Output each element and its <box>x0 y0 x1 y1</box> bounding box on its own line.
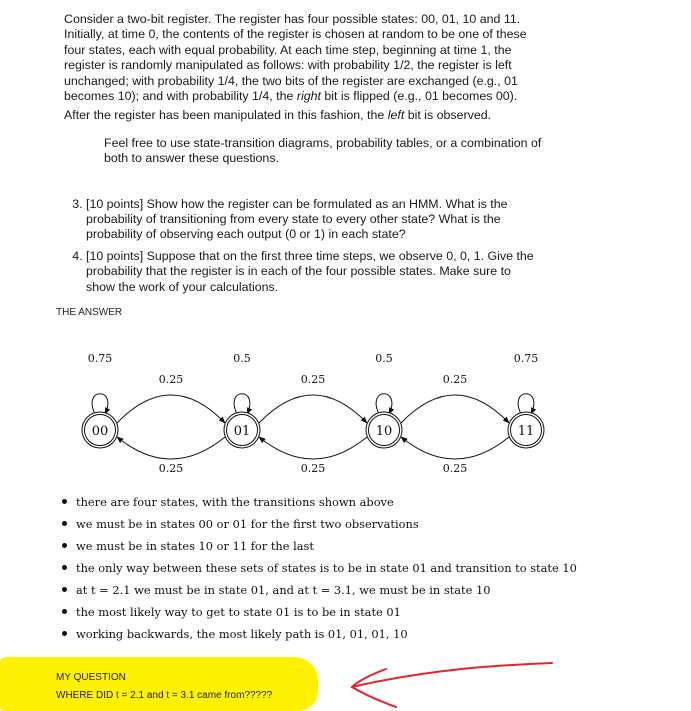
red-arrow-icon <box>340 655 560 711</box>
problem-statement <box>64 12 624 301</box>
self-loop-prob-00: 0.75 <box>87 352 113 365</box>
intro-line: four states, each with equal probability. At each time step, beginning at time 1, the <box>64 42 512 57</box>
arc-00-01 <box>117 395 225 423</box>
arc-prob-00-01: 0.25 <box>158 373 184 386</box>
arc-prob-01-10: 0.25 <box>300 373 326 386</box>
question-line: show the work of your calculations. <box>86 279 279 294</box>
emphasis-right: right <box>296 89 321 104</box>
self-loop-10 <box>376 394 392 414</box>
arc-prob-10-01: 0.25 <box>300 462 326 475</box>
question-line: [10 points] Suppose that on the first three time steps, we observe 0, 0, 1. Give the <box>86 248 534 263</box>
intro-line: Consider a two-bit register. The register has four possible states: 00, 01, 10 and 11. <box>64 12 521 26</box>
state-label-11: 11 <box>517 424 535 439</box>
state-transition-diagram <box>70 343 570 483</box>
intro-line: bit is flipped (e.g., 01 becomes 00). <box>324 89 518 104</box>
bullet-item: there are four states, with the transitions shown above <box>62 492 662 514</box>
question-item <box>86 197 624 243</box>
self-loop-prob-10: 0.5 <box>375 352 393 365</box>
my-question <box>56 669 272 705</box>
self-loop-11 <box>518 394 534 414</box>
question-list <box>64 197 624 295</box>
state-label-10: 10 <box>375 424 393 439</box>
emphasis-left: left <box>387 108 405 123</box>
observe-text: bit is observed. <box>407 108 492 123</box>
self-loop-00 <box>92 394 108 414</box>
arc-prob-11-10: 0.25 <box>442 462 468 475</box>
bullet-item: we must be in states 10 or 11 for the last <box>62 536 662 558</box>
self-loop-01 <box>234 394 250 414</box>
arc-01-10 <box>259 395 367 423</box>
question-item <box>86 249 624 295</box>
answer-label: THE ANSWER <box>56 307 123 318</box>
arc-prob-10-11: 0.25 <box>442 373 468 386</box>
intro-line: register is randomly manipulated as follows: with probability 1/2, the register is left <box>64 58 512 73</box>
arc-prob-01-00: 0.25 <box>158 462 184 475</box>
state-label-01: 01 <box>233 424 251 439</box>
question-line: probability that the register is in each of the four possible states. Make sure to <box>86 264 511 279</box>
observation-note <box>64 108 624 123</box>
question-line: probability of observing each output (0 or 1) in each state? <box>86 227 406 242</box>
state-label-00: 00 <box>91 424 109 439</box>
intro-line: unchanged; with probability 1/4, the two bits of the register are exchanged (e.g., 01 <box>64 73 518 88</box>
tip-line: both to answer these questions. <box>104 151 279 166</box>
intro-line: becomes 10); and with probability 1/4, the <box>64 89 294 104</box>
intro-line: Initially, at time 0, the contents of the register is chosen at random to be one of these <box>64 27 527 42</box>
answer-bullets <box>62 492 662 646</box>
arc-01-00 <box>117 437 225 459</box>
self-loop-prob-11: 0.75 <box>513 352 539 365</box>
my-question-text: WHERE DID t = 2.1 and t = 3.1 came from????? <box>56 690 273 701</box>
tip-line: Feel free to use state-transition diagrams, probability tables, or a combination of <box>104 135 542 150</box>
bullet-item: the only way between these sets of states is to be in state 01 and transition to state 10 <box>62 558 662 580</box>
arc-10-01 <box>259 437 367 459</box>
bullet-item: at t = 2.1 we must be in state 01, and at t = 3.1, we must be in state 10 <box>62 580 662 602</box>
problem-intro <box>64 12 624 104</box>
bullet-item: we must be in states 00 or 01 for the first two observations <box>62 514 662 536</box>
arc-11-10 <box>401 437 509 459</box>
my-question-heading: MY QUESTION <box>56 672 126 683</box>
bullet-item: the most likely way to get to state 01 is to be in state 01 <box>62 602 662 624</box>
observe-text: After the register has been manipulated in this fashion, the <box>64 108 385 123</box>
self-loop-prob-01: 0.5 <box>233 352 251 365</box>
arc-10-11 <box>401 395 509 423</box>
tip-paragraph <box>104 136 624 167</box>
bullet-item: working backwards, the most likely path is 01, 01, 01, 10 <box>62 624 662 646</box>
question-line: probability of transitioning from every state to every other state? What is the <box>86 212 501 227</box>
question-line: [10 points] Show how the register can be formulated as an HMM. What is the <box>86 196 508 211</box>
